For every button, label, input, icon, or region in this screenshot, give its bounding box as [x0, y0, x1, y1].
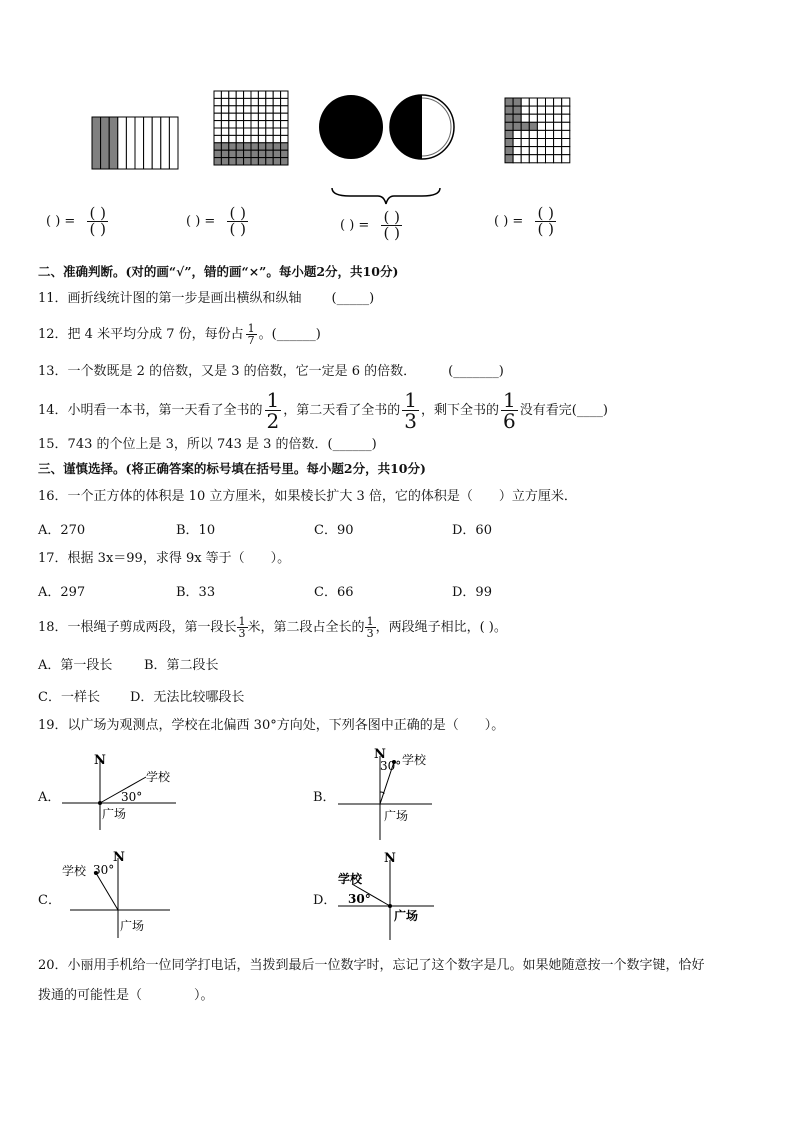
grid-cell — [258, 106, 265, 113]
grid-cell — [214, 113, 221, 120]
question-15: 15．743 的个位上是 3，所以 743 是 3 的倍数．(______) — [38, 437, 377, 452]
grid-cell — [521, 155, 529, 163]
grid-cell — [281, 143, 288, 150]
school-label: 学校 — [62, 864, 87, 878]
grid-cell — [236, 106, 243, 113]
grid-cell — [562, 98, 570, 106]
grid-cell — [273, 143, 280, 150]
grid-cell — [529, 98, 537, 106]
grid-cell — [229, 143, 236, 150]
grid-cell — [236, 143, 243, 150]
grid-cell — [244, 158, 251, 165]
grid-cell — [513, 155, 521, 163]
grid-cell — [244, 113, 251, 120]
grid-cell — [529, 130, 537, 138]
grid-cell — [537, 122, 545, 130]
section3-title: 三、谨慎选择。(将正确答案的标号填在括号里。每小题2分，共10分) — [38, 461, 426, 476]
grid-cell — [229, 91, 236, 98]
grid-cell — [554, 147, 562, 155]
north-label: N — [94, 753, 106, 768]
grid-cell — [251, 143, 258, 150]
grid-cell — [258, 143, 265, 150]
q16-option-c[interactable]: C．90 — [314, 523, 354, 538]
grid-cell — [258, 150, 265, 157]
strip — [101, 117, 110, 169]
strip — [135, 117, 144, 169]
grid-cell — [505, 147, 513, 155]
question-12: 12．把 4 米平均分成 7 份，每份占 $\frac{1}{7}$ 。(______) — [38, 322, 321, 347]
grid-cell — [546, 122, 554, 130]
figure-grid-100 — [214, 91, 288, 165]
grid-cell — [505, 155, 513, 163]
fraction-figures — [0, 80, 794, 180]
grid-cell — [251, 106, 258, 113]
grid-cell — [562, 130, 570, 138]
grid-cell — [513, 147, 521, 155]
question-19: 19．以广场为观测点，学校在北偏西 30°方向处，下列各图中正确的是（ ）。 — [38, 718, 505, 733]
grid-cell — [537, 139, 545, 147]
grid-cell — [251, 158, 258, 165]
grid-cell — [251, 150, 258, 157]
angle-label: 30° — [93, 863, 115, 877]
q19-option-c[interactable]: C． — [38, 893, 61, 908]
grid-cell — [258, 113, 265, 120]
grid-cell — [221, 135, 228, 142]
grid-cell — [214, 128, 221, 135]
section2-title: 二、准确判断。(对的画“√”，错的画“×”。每小题2分，共10分) — [38, 264, 399, 279]
grid-cell — [214, 158, 221, 165]
grid-cell — [529, 114, 537, 122]
grid-cell — [266, 150, 273, 157]
grid-cell — [513, 114, 521, 122]
grid-cell — [244, 91, 251, 98]
grid-cell — [214, 150, 221, 157]
paren[interactable]: ( ) — [186, 214, 201, 229]
grid-cell — [521, 139, 529, 147]
grid-cell — [513, 130, 521, 138]
grid-cell — [529, 122, 537, 130]
grid-cell — [221, 113, 228, 120]
north-label: N — [113, 850, 125, 865]
grid-cell — [281, 135, 288, 142]
diagram-d — [334, 848, 444, 943]
grid-cell — [273, 135, 280, 142]
q18-option-c[interactable]: C．一样长 — [38, 690, 100, 705]
grid-cell — [546, 139, 554, 147]
grid-cell — [258, 98, 265, 105]
grid-cell — [258, 128, 265, 135]
grid-cell — [229, 158, 236, 165]
numerator-blank[interactable]: ( ) — [89, 204, 106, 222]
answer-blank[interactable]: (_____) — [331, 291, 375, 306]
grid-cell — [273, 150, 280, 157]
grid-cell — [214, 143, 221, 150]
answer-blank[interactable]: (____) — [571, 403, 608, 418]
grid-cell — [521, 114, 529, 122]
paren[interactable]: ( ) — [494, 214, 509, 229]
grid-cell — [537, 98, 545, 106]
grid-cell — [258, 121, 265, 128]
grid-cell — [244, 98, 251, 105]
north-label: N — [374, 747, 386, 762]
grid-cell — [281, 98, 288, 105]
grid-cell — [251, 135, 258, 142]
strip — [169, 117, 178, 169]
q16-option-d[interactable]: D．60 — [452, 523, 492, 538]
grid-cell — [273, 121, 280, 128]
grid-cell — [236, 121, 243, 128]
grid-cell — [505, 114, 513, 122]
grid-cell — [521, 130, 529, 138]
school-label: 学校 — [338, 872, 363, 886]
figure-grid-64 — [505, 98, 570, 163]
grid-cell — [513, 122, 521, 130]
grid-cell — [258, 135, 265, 142]
grid-cell — [229, 113, 236, 120]
grid-cell — [546, 114, 554, 122]
q18-option-d[interactable]: D．无法比较哪段长 — [130, 690, 245, 705]
north-label: N — [384, 851, 396, 866]
grid-cell — [529, 155, 537, 163]
question-20-line2: 拨通的可能性是（ ）。 — [38, 988, 214, 1003]
grid-cell — [554, 155, 562, 163]
strip — [161, 117, 170, 169]
grid-cell — [513, 106, 521, 114]
grid-cell — [251, 121, 258, 128]
answer-blank[interactable]: (______) — [271, 327, 321, 342]
grid-cell — [281, 113, 288, 120]
denominator-blank[interactable]: ( ) — [537, 220, 554, 238]
grid-cell — [244, 135, 251, 142]
grid-cell — [513, 98, 521, 106]
q16-option-a[interactable]: A．270 — [38, 523, 86, 538]
grid-cell — [221, 106, 228, 113]
grid-cell — [562, 147, 570, 155]
diagram-a — [58, 748, 188, 833]
school-label: 学校 — [146, 770, 171, 784]
grid-cell — [214, 121, 221, 128]
grid-cell — [236, 113, 243, 120]
grid-cell — [281, 158, 288, 165]
square-label: 广场 — [120, 919, 145, 933]
figure-strips — [92, 117, 178, 169]
grid-cell — [281, 91, 288, 98]
strip — [126, 117, 135, 169]
grid-cell — [266, 113, 273, 120]
grid-cell — [221, 158, 228, 165]
grid-cell — [236, 150, 243, 157]
grid-cell — [273, 158, 280, 165]
grid-cell — [554, 122, 562, 130]
q19-option-a[interactable]: A． — [38, 790, 61, 805]
angle-label: 30° — [380, 759, 402, 773]
answer-blank[interactable]: (_______) — [448, 364, 504, 379]
grid-cell — [229, 135, 236, 142]
denominator-blank[interactable]: ( ) — [383, 224, 400, 242]
fraction-blank-2: ( ) = $\frac{( )}{( )}$ — [186, 204, 246, 238]
grid-cell — [221, 150, 228, 157]
grid-cell — [554, 114, 562, 122]
diagram-b — [334, 742, 444, 842]
grid-cell — [537, 130, 545, 138]
grid-cell — [244, 143, 251, 150]
fraction-blank-4: ( ) = $\frac{( )}{( )}$ — [494, 204, 554, 238]
grid-cell — [529, 139, 537, 147]
question-17: 17．根据 3x＝99，求得 9x 等于（ ）。 — [38, 551, 291, 566]
grid-cell — [281, 128, 288, 135]
grid-cell — [229, 98, 236, 105]
question-13: 13．一个数既是 2 的倍数，又是 3 的倍数，它一定是 6 的倍数． (_______) — [38, 364, 504, 379]
grid-cell — [562, 114, 570, 122]
q18-option-b[interactable]: B．第二段长 — [144, 658, 219, 673]
grid-cell — [221, 91, 228, 98]
question-14: 14．小明看一本书，第一天看了全书的 $\frac{1}{2}$ ，第二天看了全书的 $\frac{1}{3}$ ，剩下全书的 $\frac{1}{6}$ 没有看完(____) — [38, 388, 608, 433]
grid-cell — [258, 158, 265, 165]
question-11: 11．画折线统计图的第一步是画出横纵和纵轴 (_____) — [38, 291, 375, 306]
grid-cell — [554, 98, 562, 106]
square-label: 广场 — [384, 809, 409, 823]
grid-cell — [251, 113, 258, 120]
grid-cell — [505, 98, 513, 106]
grid-cell — [521, 122, 529, 130]
grid-cell — [266, 121, 273, 128]
grid-cell — [214, 135, 221, 142]
question-20-line1: 20．小丽用手机给一位同学打电话，当拨到最后一位数字时，忘记了这个数字是几。如果她随意按一个数字键，恰好 — [38, 958, 705, 973]
denominator-blank[interactable]: ( ) — [229, 220, 246, 238]
angle-label: 30° — [121, 790, 143, 804]
grid-cell — [562, 139, 570, 147]
strip — [109, 117, 118, 169]
grid-cell — [273, 91, 280, 98]
fraction-blank-1: ( ) = $\frac{( )}{( )}$ — [46, 204, 106, 238]
grid-cell — [251, 128, 258, 135]
grid-cell — [546, 98, 554, 106]
grid-cell — [244, 150, 251, 157]
grid-cell — [214, 91, 221, 98]
grid-cell — [221, 98, 228, 105]
strip — [118, 117, 127, 169]
grid-cell — [266, 143, 273, 150]
grid-cell — [554, 106, 562, 114]
grid-cell — [281, 121, 288, 128]
grid-cell — [258, 91, 265, 98]
angle-label: 30° — [348, 892, 371, 906]
grid-cell — [229, 128, 236, 135]
square-label: 广场 — [394, 909, 419, 923]
numerator-blank[interactable]: ( ) — [383, 208, 400, 226]
grid-cell — [236, 98, 243, 105]
grid-cell — [266, 135, 273, 142]
grid-cell — [266, 91, 273, 98]
grid-cell — [214, 106, 221, 113]
grid-cell — [273, 113, 280, 120]
grid-cell — [214, 98, 221, 105]
grid-cell — [562, 155, 570, 163]
q16-option-b[interactable]: B．10 — [176, 523, 216, 538]
grid-cell — [229, 150, 236, 157]
grid-cell — [221, 143, 228, 150]
question-18: 18．一根绳子剪成两段，第一段长 $\frac{1}{3}$ 米，第二段占全长的 $\frac{1}{3}$ ，两段绳子相比，( )。 — [38, 615, 507, 640]
grid-cell — [562, 106, 570, 114]
grid-cell — [505, 122, 513, 130]
strip — [152, 117, 161, 169]
grid-cell — [546, 155, 554, 163]
grid-cell — [281, 106, 288, 113]
grid-cell — [281, 150, 288, 157]
school-label: 学校 — [402, 753, 427, 767]
grid-cell — [513, 139, 521, 147]
grid-cell — [266, 98, 273, 105]
grid-cell — [546, 106, 554, 114]
grid-cell — [244, 106, 251, 113]
question-16: 16．一个正方体的体积是 10 立方厘米，如果棱长扩大 3 倍，它的体积是（ ）立方厘米． — [38, 489, 577, 504]
q17-option-d[interactable]: D．99 — [452, 585, 492, 600]
q17-option-b[interactable]: B．33 — [176, 585, 216, 600]
fraction-blank-3: ( ) = $\frac{( )}{( )}$ — [340, 208, 400, 242]
grid-cell — [521, 106, 529, 114]
grid-cell — [537, 106, 545, 114]
denominator-blank[interactable]: ( ) — [89, 220, 106, 238]
answer-blank[interactable]: (______) — [327, 437, 377, 452]
grid-cell — [505, 106, 513, 114]
q17-option-a[interactable]: A．297 — [38, 585, 86, 600]
strip — [92, 117, 101, 169]
numerator-blank[interactable]: ( ) — [537, 204, 554, 222]
grid-cell — [244, 128, 251, 135]
grid-cell — [521, 147, 529, 155]
q17-option-c[interactable]: C．66 — [314, 585, 354, 600]
diagram-c — [58, 848, 178, 940]
grid-cell — [229, 106, 236, 113]
grid-cell — [229, 121, 236, 128]
grid-cell — [546, 147, 554, 155]
grid-cell — [521, 98, 529, 106]
strip — [144, 117, 153, 169]
grid-cell — [554, 139, 562, 147]
grid-cell — [273, 98, 280, 105]
grid-cell — [236, 135, 243, 142]
grid-cell — [505, 130, 513, 138]
grid-cell — [244, 121, 251, 128]
grid-cell — [273, 106, 280, 113]
grid-cell — [236, 91, 243, 98]
grid-cell — [537, 147, 545, 155]
q19-option-b[interactable]: B． — [313, 790, 336, 805]
grid-cell — [273, 128, 280, 135]
grid-cell — [221, 121, 228, 128]
q19-option-d[interactable]: D． — [313, 893, 337, 908]
grid-cell — [266, 106, 273, 113]
grid-cell — [505, 139, 513, 147]
grid-cell — [546, 130, 554, 138]
grid-cell — [236, 158, 243, 165]
grid-cell — [554, 130, 562, 138]
grid-cell — [266, 128, 273, 135]
paren[interactable]: ( ) — [46, 214, 61, 229]
figure-circles — [319, 95, 454, 159]
grid-cell — [537, 155, 545, 163]
grid-cell — [529, 147, 537, 155]
grid-cell — [251, 91, 258, 98]
grid-cell — [529, 106, 537, 114]
grid-cell — [221, 128, 228, 135]
paren[interactable]: ( ) — [340, 218, 355, 233]
square-label: 广场 — [102, 807, 127, 821]
brace — [330, 186, 442, 206]
grid-cell — [251, 98, 258, 105]
grid-cell — [537, 114, 545, 122]
numerator-blank[interactable]: ( ) — [229, 204, 246, 222]
q18-option-a[interactable]: A．第一段长 — [38, 658, 113, 673]
grid-cell — [236, 128, 243, 135]
grid-cell — [266, 158, 273, 165]
grid-cell — [562, 122, 570, 130]
